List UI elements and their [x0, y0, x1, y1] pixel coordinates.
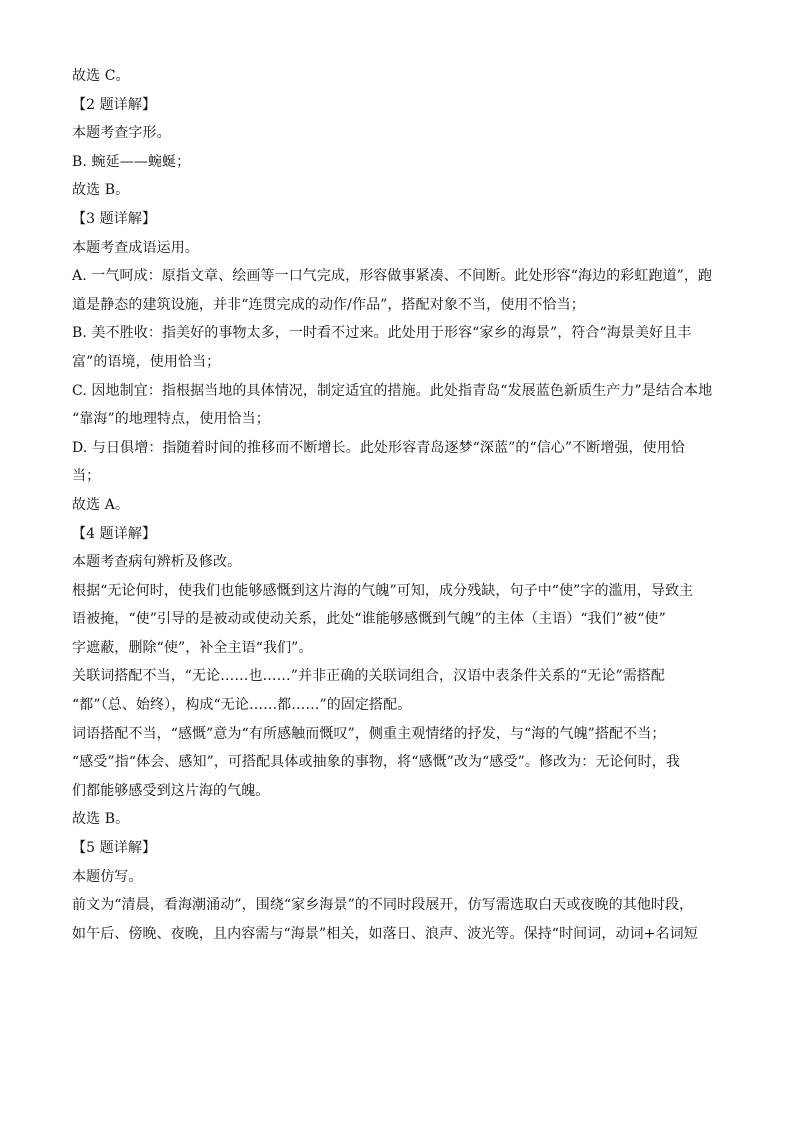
text-line: 如午后、傍晚、夜晚，且内容需与“海景”相关，如落日、浪声、波光等。保持“时间词，动词+名词短: [72, 925, 698, 942]
section-heading-q4: 【4 题详解】: [72, 525, 157, 542]
text-line: 关联词搭配不当，“无论……也……”并非正确的关联词组合，汉语中表条件关系的“无论”需搭配: [72, 668, 666, 685]
text-line: 本题考查成语运用。: [72, 239, 199, 256]
text-line: 们都能够感受到这片海的气魄。: [72, 782, 270, 799]
text-line: 本题考查字形。: [72, 125, 171, 142]
document-body: [72, 62, 722, 948]
text-line: D. 与日俱增：指随着时间的推移而不断增长。此处形容青岛逐梦“深蓝”的“信心”不断增强，使用恰: [72, 439, 685, 456]
text-line: “都”（总、始终），构成“无论……都……”的固定搭配。: [72, 697, 412, 714]
text-line: A. 一气呵成：原指文章、绘画等一口气完成，形容做事紧凑、不间断。此处形容“海边的彩虹跑道”，跑: [72, 268, 713, 285]
answer-line: 故选 C。: [72, 68, 130, 84]
answer-line: 故选 B。: [72, 811, 130, 828]
text-line: C. 因地制宜：指根据当地的具体情况，制定适宜的措施。此处指青岛“发展蓝色新质生产力”是结合本地: [72, 382, 713, 399]
text-line: B. 美不胜收：指美好的事物太多，一时看不过来。此处用于形容“家乡的海景”，符合“海景美好且丰: [72, 325, 692, 342]
text-line: 本题考查病句辨析及修改。: [72, 554, 242, 571]
text-line: 富”的语境，使用恰当；: [72, 353, 221, 370]
answer-line: 故选 B。: [72, 182, 130, 199]
text-line: “感受”指“体会、感知”，可搭配具体或抽象的事物，将“感慨”改为“感受”。修改为：无论何时，我: [72, 754, 680, 771]
answer-line: 故选 A。: [72, 496, 130, 513]
text-line: 根据“无论何时，使我们也能够感慨到这片海的气魄”可知，成分残缺，句子中“使”字的滥用，导致主: [72, 582, 694, 599]
section-heading-q2: 【2 题详解】: [72, 96, 157, 113]
text-line: 当；: [72, 468, 101, 485]
text-line: 道是静态的建筑设施，并非“连贯完成的动作/作品”，搭配对象不当，使用不恰当；: [72, 296, 585, 313]
section-heading-q5: 【5 题详解】: [72, 840, 157, 857]
text-line: “靠海”的地理特点，使用恰当；: [72, 411, 270, 428]
text-line: 本题仿写。: [72, 868, 143, 885]
text-line: 词语搭配不当，“感慨”意为“有所感触而慨叹”，侧重主观情绪的抒发，与“海的气魄”搭配不当；: [72, 725, 666, 742]
text-line: 字遮蔽，删除“使”，补全主语“我们”。: [72, 639, 313, 656]
text-line: B. 蜿延——蜿蜒；: [72, 153, 191, 170]
section-heading-q3: 【3 题详解】: [72, 210, 157, 227]
text-line: 前文为“清晨，看海潮涌动”，围绕“家乡海景”的不同时段展开，仿写需选取白天或夜晚的其他时段，: [72, 897, 694, 914]
text-line: 语被掩，“使”引导的是被动或使动关系，此处“谁能够感慨到气魄”的主体（主语）“我们”被“使”: [72, 611, 666, 628]
